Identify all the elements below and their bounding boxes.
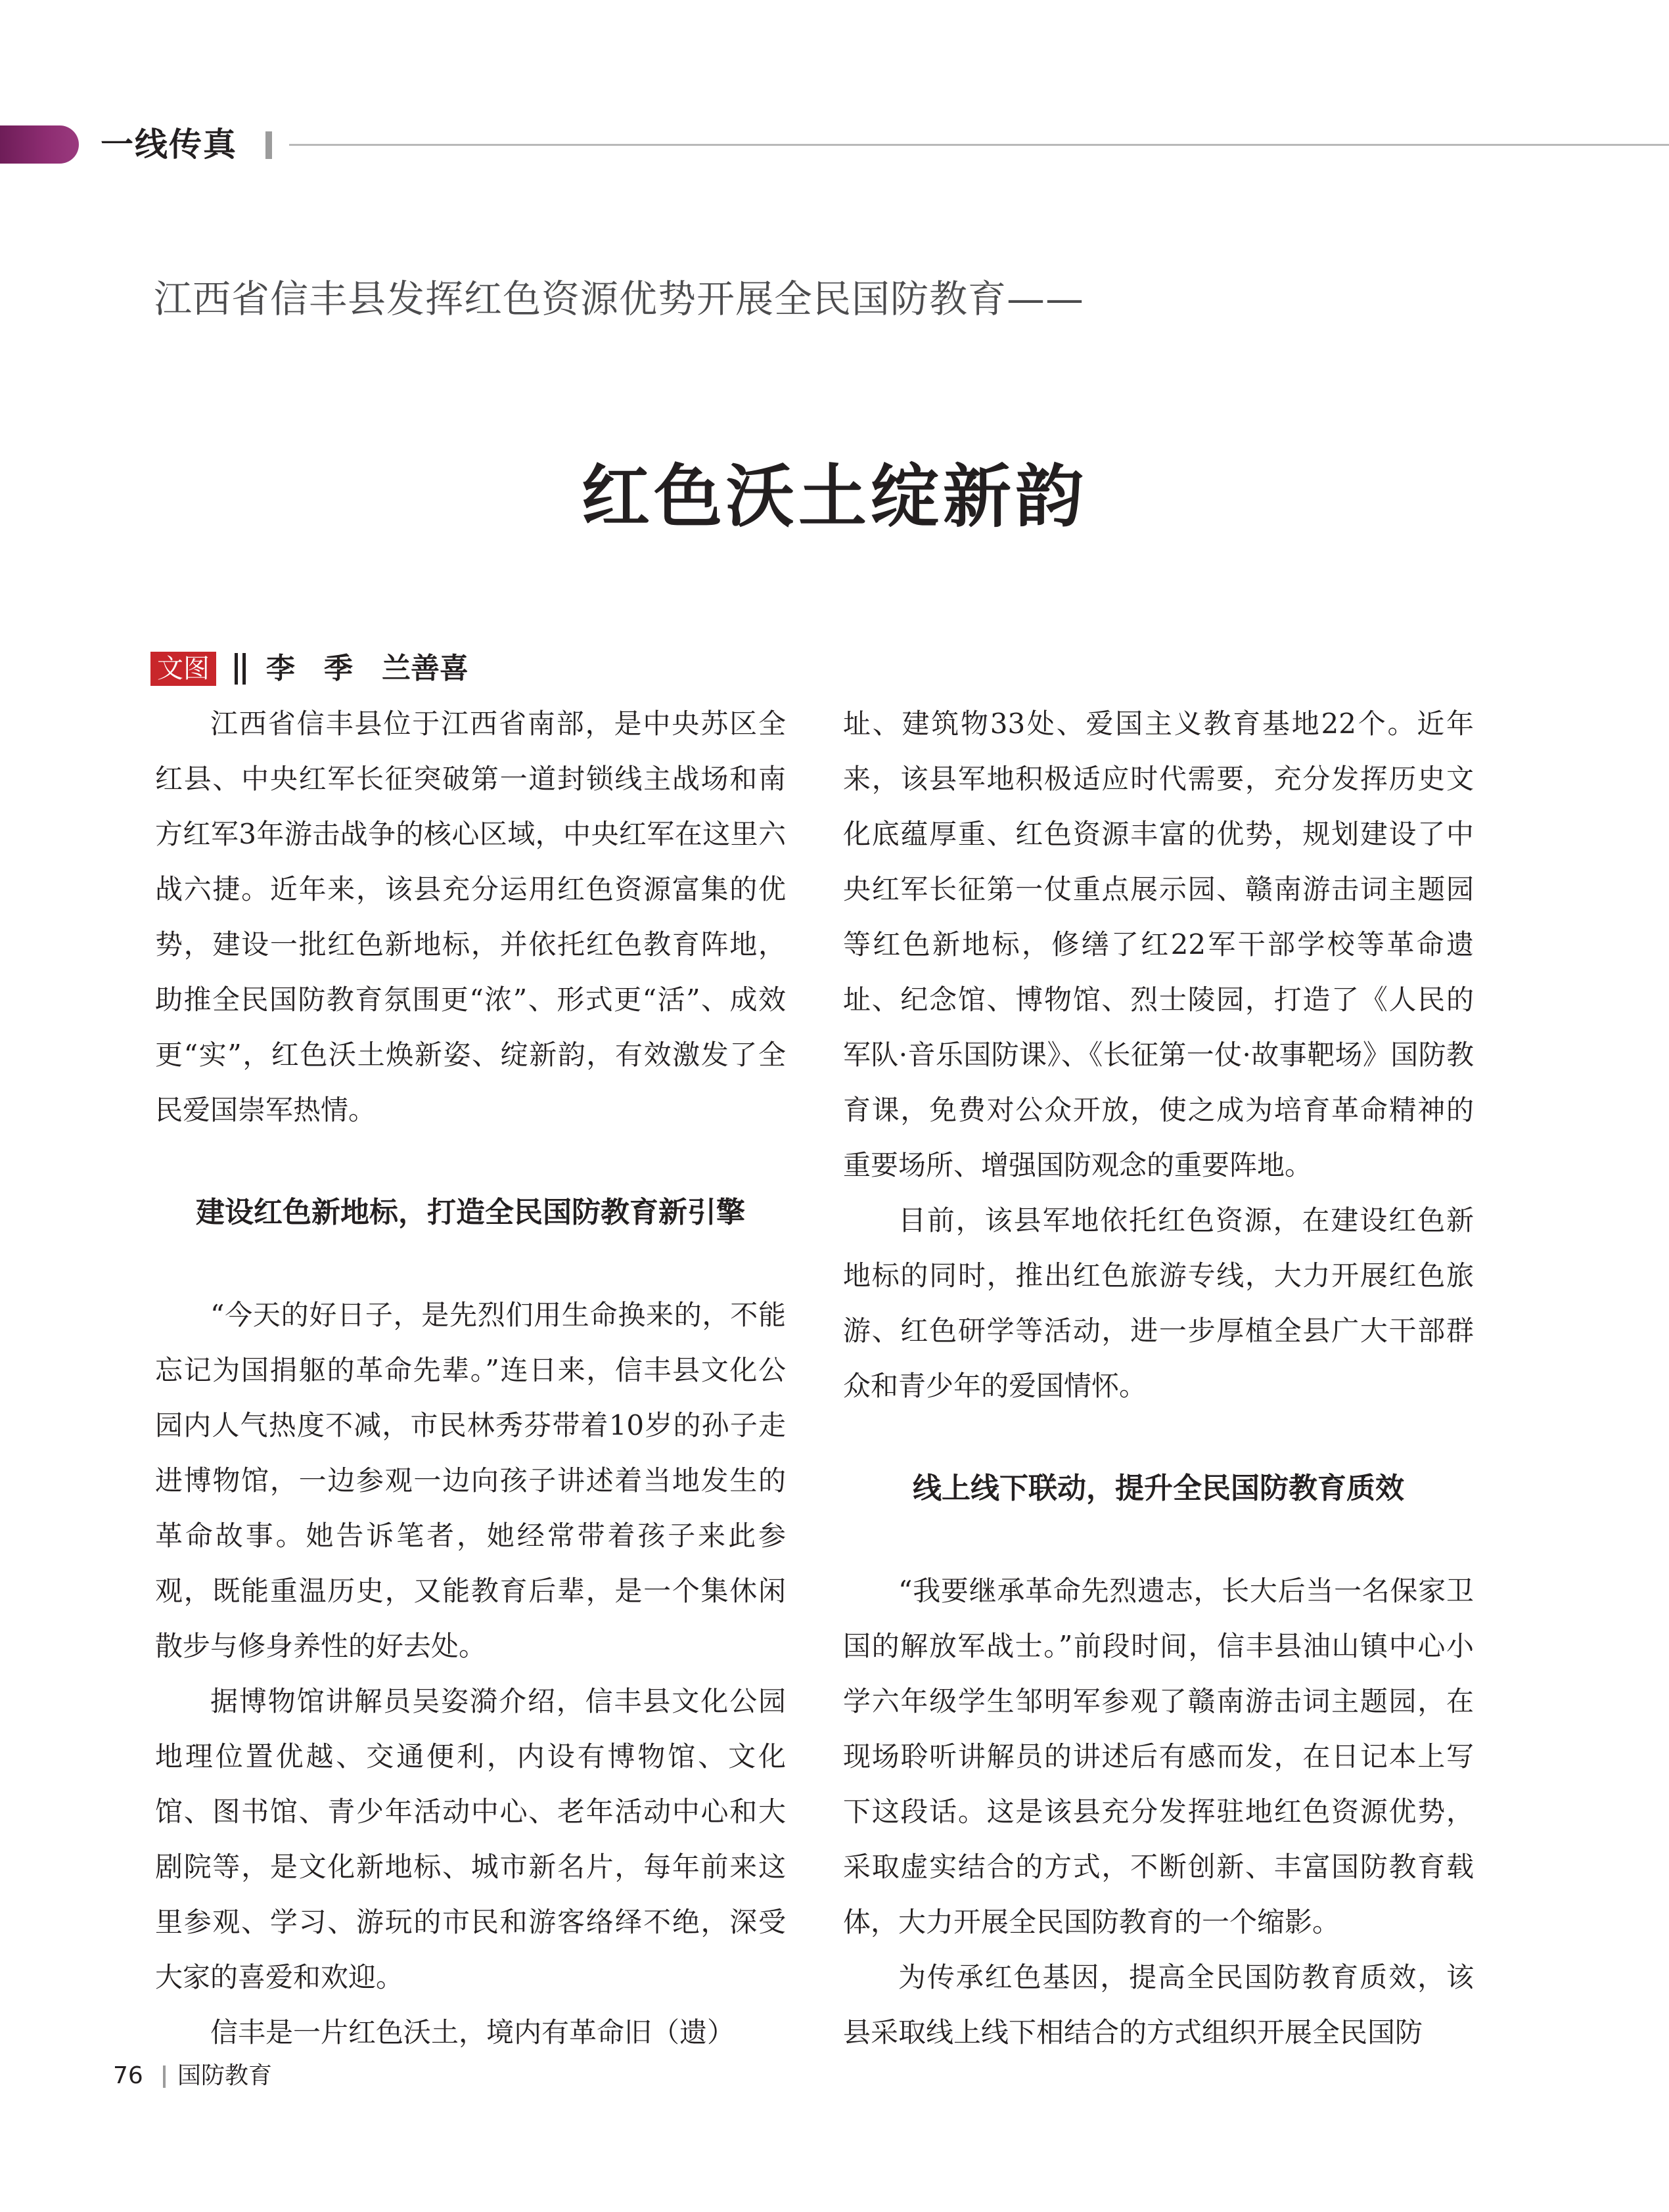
footer-divider-bar [163, 2065, 166, 2088]
section-color-tab [0, 125, 79, 164]
paragraph: 为传承红色基因，提高全民国防教育质效，该县采取线上线下相结合的方式组织开展全民国防 [843, 1961, 1474, 2048]
header-rule [289, 144, 1669, 146]
page-number: 76 [113, 2062, 143, 2089]
paragraph: 信丰是一片红色沃土，境内有革命旧（遗） [210, 2016, 735, 2048]
right-column [843, 696, 1474, 2060]
paragraph: “我要继承革命先烈遗志，长大后当一名保家卫国的解放军战士。”前段时间，信丰县油山镇中心小学六年级学生邹明军参观了赣南游击词主题园，在现场聆听讲解员的讲述后有感而发，在日记本上写下这段话。这是该县充分发挥驻地红色资源优势，采取虚实结合的方式，不断创新、丰富国防教育载体，大力开展全民国防教育的一个缩影。 [843, 1575, 1474, 1938]
section-heading: 线上线下联动，提升全民国防教育质效 [913, 1472, 1404, 1505]
byline-tag: 文图 [150, 652, 216, 686]
paragraph: 江西省信丰县位于江西省南部，是中央苏区全红县、中央红军长征突破第一道封锁线主战场和南方红军3年游击战争的核心区域，中央红军在这里六战六捷。近年来，该县充分运用红色资源富集的优势，建设一批红色新地标，并依托红色教育阵地，助推全民国防教育氛围更“浓”、形式更“活”、成效更“实”，红色沃土焕新姿、绽新韵，有效激发了全民爱国崇军热情。 [155, 708, 786, 1126]
article-subtitle: 江西省信丰县发挥红色资源优势开展全民国防教育—— [154, 277, 1085, 321]
byline-separator [242, 653, 246, 685]
paragraph: 据博物馆讲解员吴姿漪介绍，信丰县文化公园地理位置优越、交通便利，内设有博物馆、文化馆、图书馆、青少年活动中心、老年活动中心和大剧院等，是文化新地标、城市新名片，每年前来这里参观、学习、游玩的市民和游客络绎不绝，深受大家的喜爱和欢迎。 [155, 1685, 786, 1993]
article-title: 红色沃土绽新韵 [581, 457, 1087, 537]
section-heading: 建设红色新地标，打造全民国防教育新引擎 [196, 1196, 745, 1229]
publication-name: 国防教育 [177, 2062, 273, 2089]
section-title: 一线传真 [101, 125, 237, 164]
section-divider-bar [265, 131, 272, 159]
paragraph: 目前，该县军地依托红色资源，在建设红色新地标的同时，推出红色旅游专线，大力开展红色旅游、红色研学等活动，进一步厚植全县广大干部群众和青少年的爱国情怀。 [843, 1204, 1474, 1402]
left-column [155, 696, 786, 2060]
byline-authors: 李 季 兰善喜 [266, 652, 469, 685]
paragraph: “今天的好日子，是先烈们用生命换来的，不能忘记为国捐躯的革命先辈。”连日来，信丰县文化公园内人气热度不减，市民林秀芬带着10岁的孙子走进博物馆，一边参观一边向孩子讲述着当地发生的革命故事。她告诉笔者，她经常带着孩子来此参观，既能重温历史，又能教育后辈，是一个集休闲散步与修身养性的好去处。 [155, 1299, 786, 1662]
paragraph: 址、建筑物33处、爱国主义教育基地22个。近年来，该县军地积极适应时代需要，充分发挥历史文化底蕴厚重、红色资源丰富的优势，规划建设了中央红军长征第一仗重点展示园、赣南游击词主题园等红色新地标，修缮了红22军干部学校等革命遗址、纪念馆、博物馆、烈士陵园，打造了《人民的军队·音乐国防课》、《长征第一仗·故事靶场》国防教育课，免费对公众开放，使之成为培育革命精神的重要场所、增强国防观念的重要阵地。 [843, 708, 1474, 1181]
byline-separator [235, 653, 238, 685]
